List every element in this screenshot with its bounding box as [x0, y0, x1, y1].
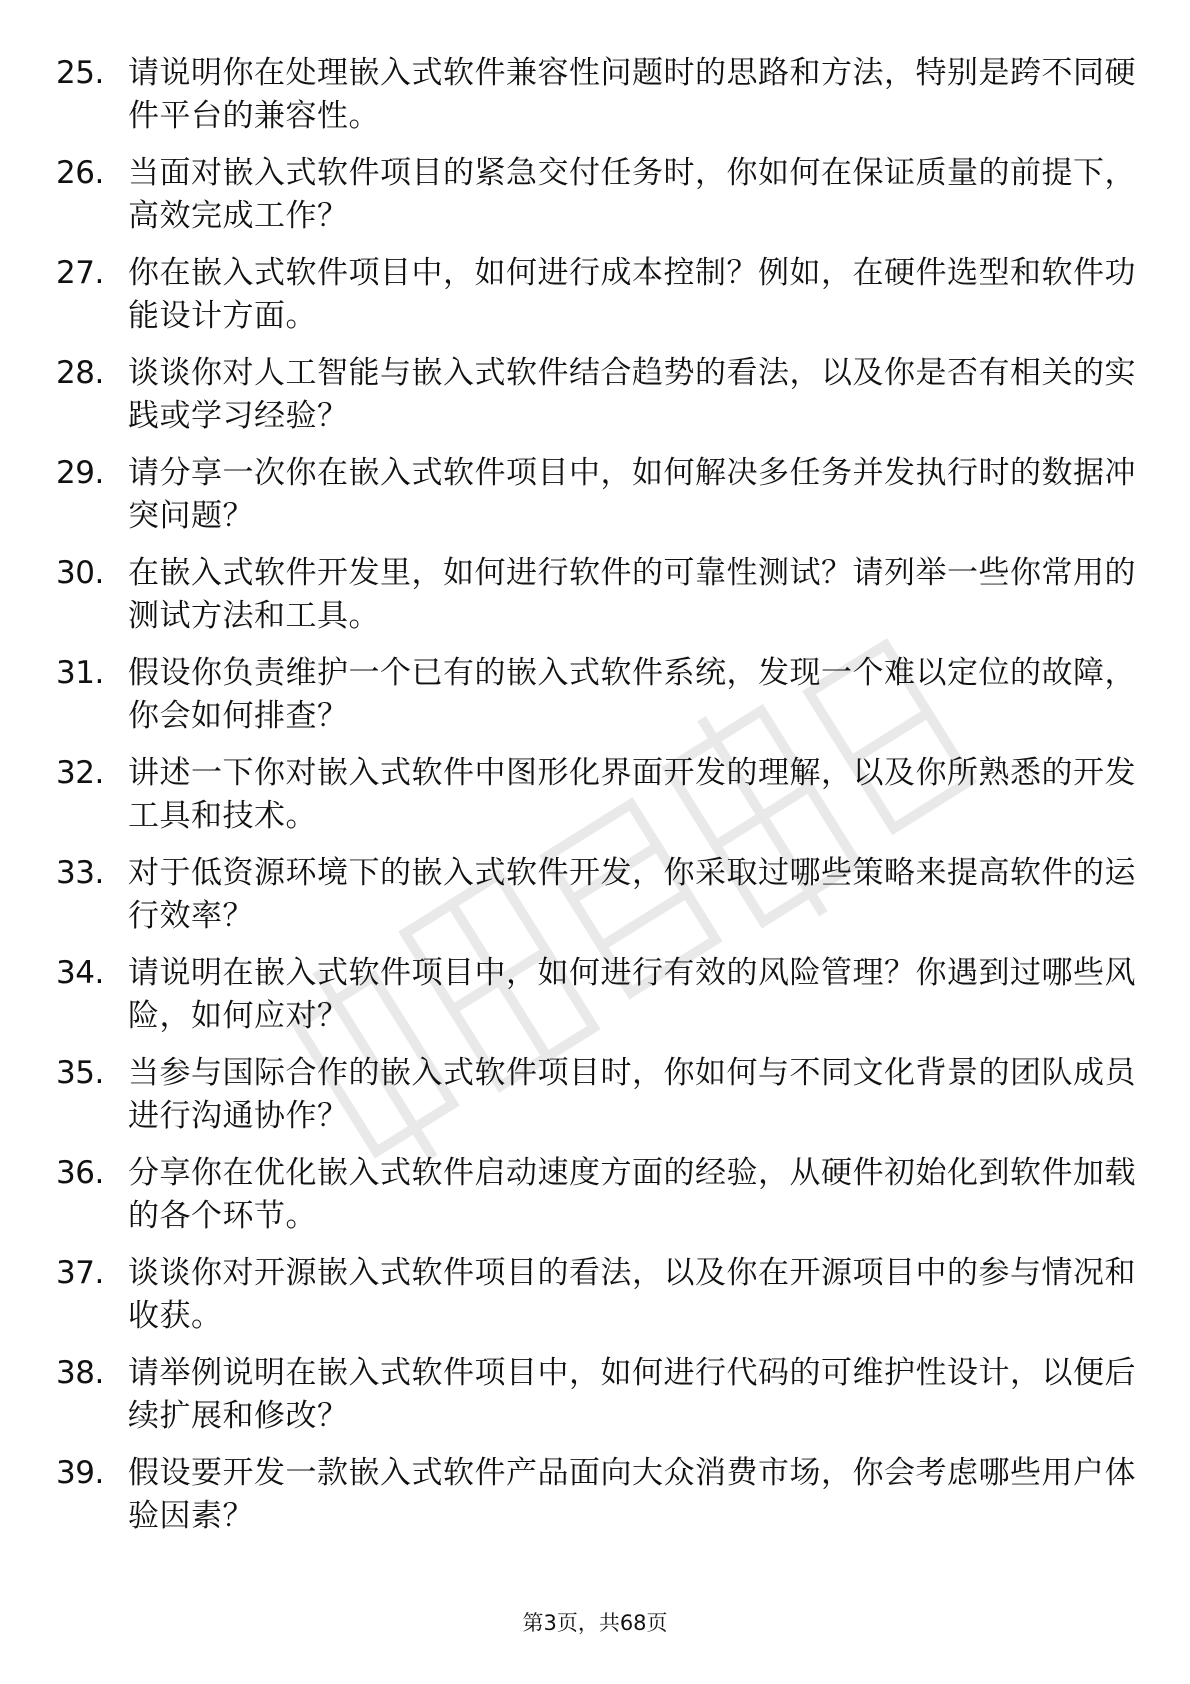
- question-item: [56, 252, 1136, 352]
- question-text: 你在嵌入式软件项目中，如何进行成本控制？例如，在硬件选型和软件功能设计方面。: [128, 255, 1136, 334]
- question-number: 36.: [56, 1155, 104, 1191]
- question-text: 请分享一次你在嵌入式软件项目中，如何解决多任务并发执行时的数据冲突问题？: [128, 455, 1136, 534]
- question-number: 37.: [56, 1255, 104, 1291]
- question-item: [56, 1252, 1136, 1352]
- question-item: [56, 52, 1136, 152]
- question-text: 请说明在嵌入式软件项目中，如何进行有效的风险管理？你遇到过哪些风险，如何应对？: [128, 955, 1136, 1034]
- question-item: [56, 952, 1136, 1052]
- page-footer: [0, 1608, 1190, 1638]
- question-item: [56, 1452, 1136, 1552]
- question-text: 谈谈你对人工智能与嵌入式软件结合趋势的看法，以及你是否有相关的实践或学习经验？: [128, 355, 1136, 434]
- question-text: 分享你在优化嵌入式软件启动速度方面的经验，从硬件初始化到软件加载的各个环节。: [128, 1155, 1136, 1234]
- question-item: [56, 852, 1136, 952]
- question-text: 当参与国际合作的嵌入式软件项目时，你如何与不同文化背景的团队成员进行沟通协作？: [128, 1055, 1136, 1134]
- question-item: [56, 152, 1136, 252]
- question-item: [56, 752, 1136, 852]
- question-number: 32.: [56, 755, 104, 791]
- question-text: 对于低资源环境下的嵌入式软件开发，你采取过哪些策略来提高软件的运行效率？: [128, 855, 1136, 934]
- question-item: [56, 352, 1136, 452]
- question-text: 讲述一下你对嵌入式软件中图形化界面开发的理解，以及你所熟悉的开发工具和技术。: [128, 755, 1136, 834]
- question-number: 35.: [56, 1055, 104, 1091]
- question-text: 假设你负责维护一个已有的嵌入式软件系统，发现一个难以定位的故障，你会如何排查？: [128, 655, 1136, 734]
- question-list: [56, 52, 1136, 1552]
- question-text: 请举例说明在嵌入式软件项目中，如何进行代码的可维护性设计，以便后续扩展和修改？: [128, 1355, 1136, 1434]
- question-number: 30.: [56, 555, 104, 591]
- question-item: [56, 1052, 1136, 1152]
- page-number-label: 第3页，共68页: [522, 1611, 668, 1635]
- question-item: [56, 1152, 1136, 1252]
- question-number: 39.: [56, 1455, 104, 1491]
- question-text: 请说明你在处理嵌入式软件兼容性问题时的思路和方法，特别是跨不同硬件平台的兼容性。: [128, 55, 1136, 134]
- question-number: 27.: [56, 255, 104, 291]
- question-text: 谈谈你对开源嵌入式软件项目的看法，以及你在开源项目中的参与情况和收获。: [128, 1255, 1136, 1334]
- question-number: 26.: [56, 155, 104, 191]
- question-text: 假设要开发一款嵌入式软件产品面向大众消费市场，你会考虑哪些用户体验因素？: [128, 1455, 1136, 1534]
- question-item: [56, 452, 1136, 552]
- question-item: [56, 652, 1136, 752]
- question-item: [56, 552, 1136, 652]
- question-number: 34.: [56, 955, 104, 991]
- question-text: 在嵌入式软件开发里，如何进行软件的可靠性测试？请列举一些你常用的测试方法和工具。: [128, 555, 1136, 634]
- question-text: 当面对嵌入式软件项目的紧急交付任务时，你如何在保证质量的前提下，高效完成工作？: [128, 155, 1136, 234]
- question-number: 38.: [56, 1355, 104, 1391]
- question-number: 25.: [56, 55, 104, 91]
- question-item: [56, 1352, 1136, 1452]
- question-number: 33.: [56, 855, 104, 891]
- question-number: 29.: [56, 455, 104, 491]
- question-number: 28.: [56, 355, 104, 391]
- question-number: 31.: [56, 655, 104, 691]
